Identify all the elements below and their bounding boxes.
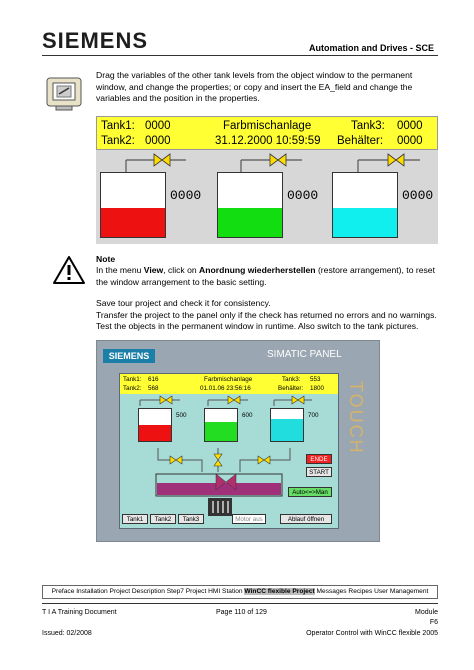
- footer-module-label: Module: [415, 609, 438, 616]
- tank2-value: 0000: [145, 135, 171, 147]
- note-heading: Note: [96, 254, 116, 264]
- rt-tank-3-fill: [271, 419, 303, 441]
- siemens-logo: SIEMENS: [42, 28, 149, 53]
- hmi-screenshot-configuration: [96, 116, 438, 244]
- ende-button[interactable]: ENDE: [306, 454, 332, 464]
- footer-issued: Issued: 02/2008: [42, 630, 92, 637]
- save-text: Save tour project and check it for consistency.: [96, 298, 271, 308]
- nav-items-before[interactable]: Preface Installation Project Description Step7 Project HMI Station: [51, 588, 245, 595]
- tank3-label: Tank3:: [351, 120, 385, 132]
- rt-tank1-label: Tank1:: [123, 376, 142, 383]
- datetime: 31.12.2000 10:59:59: [215, 135, 321, 147]
- device-title: SIMATIC PANEL: [267, 349, 342, 360]
- tank-3-fill: [333, 208, 397, 237]
- tank1-value: 0000: [145, 120, 171, 132]
- tank2-label: Tank2:: [101, 135, 135, 147]
- footer-divider: [42, 603, 438, 604]
- tank-3: [332, 172, 398, 238]
- motor-status-field: Motor aus: [232, 514, 266, 524]
- header-divider: [42, 55, 438, 56]
- tank-3-level: 0000: [402, 188, 434, 203]
- rt-tank-2-fill: [205, 422, 237, 441]
- device-brand: SIEMENS: [103, 349, 155, 363]
- note-text: , click on: [163, 265, 200, 275]
- status-bar: [96, 116, 438, 150]
- rt-container-label: Behälter:: [278, 385, 304, 392]
- tank-2-level: 0000: [287, 188, 319, 203]
- runtime-status-bar: [120, 374, 338, 394]
- footer-subject: Operator Control with WinCC flexible 2005: [306, 630, 438, 637]
- save-transfer-paragraph: [96, 298, 441, 333]
- tank-1-fill: [101, 208, 165, 237]
- rt-plant-title: Farbmischanlage: [204, 376, 253, 383]
- rt-tank-2-level: 600: [242, 412, 253, 419]
- footer-page: Page 110 of 129: [216, 609, 267, 616]
- tank-2-fill: [218, 208, 282, 237]
- tank3-value: 0000: [397, 120, 423, 132]
- menu-view: View: [143, 265, 164, 275]
- intro-paragraph: Drag the variables of the other tank levels from the object window to the permanent window, and change the properties; or copy and insert the EA_field and change the variables and the position in the properties.: [96, 70, 413, 103]
- rt-tank2-value: 568: [148, 385, 159, 392]
- tab-tank3[interactable]: Tank3: [178, 514, 204, 524]
- tank1-label: Tank1:: [101, 120, 135, 132]
- tab-tank1[interactable]: Tank1: [122, 514, 148, 524]
- simatic-panel-device: [96, 340, 380, 542]
- rt-tank3-label: Tank3:: [282, 376, 301, 383]
- menu-arrange: Anordnung wiederherstellen: [199, 265, 316, 275]
- footer-module: F6: [429, 619, 438, 626]
- note-text: In the menu: [96, 265, 144, 275]
- plant-title: Farbmischanlage: [223, 120, 312, 132]
- transfer-text: Transfer the project to the panel only if the check has returned no errors and no warnings. Test the objects in the permanent window in runtime. Also switch to the tank pictures.: [96, 309, 437, 331]
- rt-tank3-value: 553: [310, 376, 321, 383]
- footer-document: T I A Training Document: [42, 609, 117, 616]
- device-touch-label: TOUCH: [346, 381, 366, 455]
- drain-open-button[interactable]: Ablauf öffnen: [280, 514, 332, 524]
- tank-2: [217, 172, 283, 238]
- rt-container-value: 1800: [310, 385, 325, 392]
- container-label: Behälter:: [337, 135, 384, 147]
- tank-1-level: 0000: [170, 188, 202, 203]
- container-value: 0000: [397, 135, 423, 147]
- note-text: (restore arrangement), to reset the window arrangement to the basic setting.: [96, 265, 435, 287]
- section-title: Automation and Drives - SCE: [308, 43, 434, 53]
- runtime-screen: [119, 373, 339, 529]
- chapter-navigation: [42, 585, 438, 599]
- start-button[interactable]: START: [306, 467, 332, 477]
- nav-current-chapter[interactable]: WinCC flexible Project: [244, 588, 315, 595]
- tank-1: [100, 172, 166, 238]
- rt-tank-1-fill: [139, 425, 171, 441]
- auto-man-button[interactable]: Auto<=>Man: [288, 487, 332, 497]
- rt-tank-2: [204, 408, 238, 442]
- nav-items-after[interactable]: Messages Recipes User Management: [314, 588, 429, 595]
- rt-datetime: 01.01.06 23:56:16: [200, 385, 251, 392]
- warning-icon: [52, 255, 86, 285]
- note-paragraph: [96, 265, 441, 288]
- monitor-icon: [44, 75, 84, 113]
- rt-tank-1: [138, 408, 172, 442]
- rt-tank-3: [270, 408, 304, 442]
- tab-tank2[interactable]: Tank2: [150, 514, 176, 524]
- rt-tank1-value: 616: [148, 376, 159, 383]
- rt-tank-1-level: 500: [176, 412, 187, 419]
- rt-tank2-label: Tank2:: [123, 385, 142, 392]
- rt-tank-3-level: 700: [308, 412, 319, 419]
